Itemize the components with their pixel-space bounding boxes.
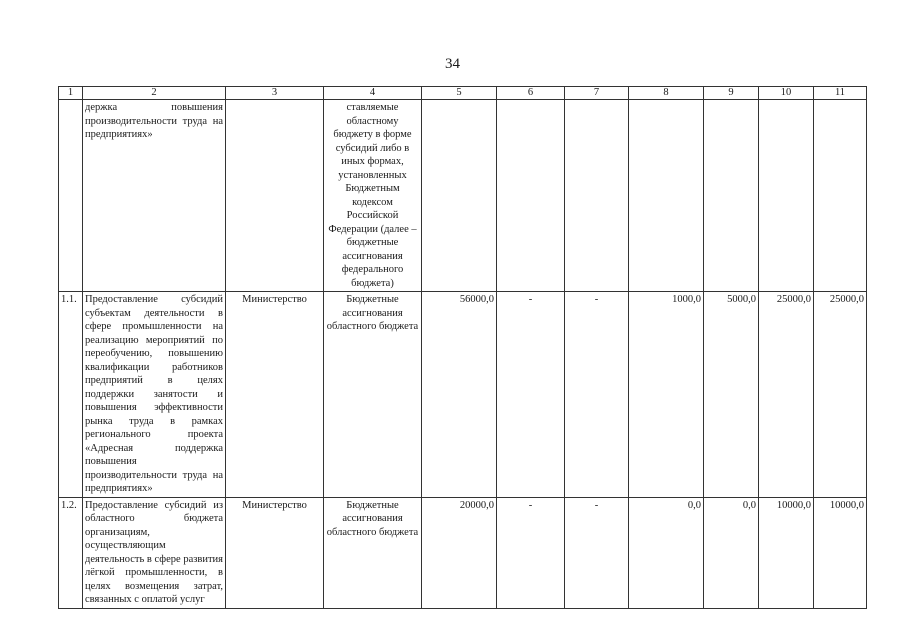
year-value: 1000,0 (629, 292, 704, 498)
year-value (814, 100, 867, 292)
funding-source: Бюджетные ассигнования областного бюджета (324, 292, 422, 498)
header-cell: 4 (324, 87, 422, 100)
year-value (565, 100, 629, 292)
total-amount: 56000,0 (422, 292, 497, 498)
table-row-1-2 (59, 497, 867, 608)
header-cell: 5 (422, 87, 497, 100)
header-cell: 6 (497, 87, 565, 100)
year-value: 25000,0 (759, 292, 814, 498)
year-value: - (497, 497, 565, 608)
year-value (704, 100, 759, 292)
row-number: 1.2. (59, 497, 83, 608)
year-value: - (497, 292, 565, 498)
header-cell: 9 (704, 87, 759, 100)
measure-description: Предоставление субсидий субъектам деятельности в сфере промышленности на реализацию мероприятий по переобучению, повышению квалификации работников предприятий в целях поддержки занятости и повышения эффективности рынка труда в рамках регионального проекта «Адресная поддержка повышения производительности труда на предприятиях» (83, 292, 226, 498)
header-cell: 3 (226, 87, 324, 100)
year-value: 5000,0 (704, 292, 759, 498)
measure-description: Предоставление субсидий из областного бюджета организациям, осуществляющим деятельность в сфере развития лёгкой промышленности, в целях возмещения затрат, связанных с оплатой услуг (83, 497, 226, 608)
year-value: 25000,0 (814, 292, 867, 498)
measure-description: держка повышения производительности труда на предприятиях» (83, 100, 226, 292)
year-value: 0,0 (629, 497, 704, 608)
header-cell: 7 (565, 87, 629, 100)
row-number (59, 100, 83, 292)
executor: Министерство (226, 292, 324, 498)
header-cell: 8 (629, 87, 704, 100)
year-value: - (565, 497, 629, 608)
header-cell: 1 (59, 87, 83, 100)
total-amount: 20000,0 (422, 497, 497, 608)
budget-table (58, 86, 867, 609)
row-number: 1.1. (59, 292, 83, 498)
year-value: 0,0 (704, 497, 759, 608)
header-cell: 2 (83, 87, 226, 100)
page-number: 34 (445, 56, 460, 72)
year-value (759, 100, 814, 292)
year-value: 10000,0 (814, 497, 867, 608)
total-amount (422, 100, 497, 292)
year-value (497, 100, 565, 292)
funding-source: Бюджетные ассигнования областного бюджета (324, 497, 422, 608)
header-cell: 11 (814, 87, 867, 100)
table-row-continuation (59, 100, 867, 292)
year-value: 10000,0 (759, 497, 814, 608)
table-row-1-1 (59, 292, 867, 498)
executor: Министерство (226, 497, 324, 608)
header-row (59, 87, 867, 100)
executor (226, 100, 324, 292)
header-cell: 10 (759, 87, 814, 100)
year-value (629, 100, 704, 292)
year-value: - (565, 292, 629, 498)
funding-source: ставляемые областному бюджету в форме субсидий либо в иных формах, установленных Бюджетным кодексом Российской Федерации (далее – бюджетные ассигнования федерального бюджета) (324, 100, 422, 292)
